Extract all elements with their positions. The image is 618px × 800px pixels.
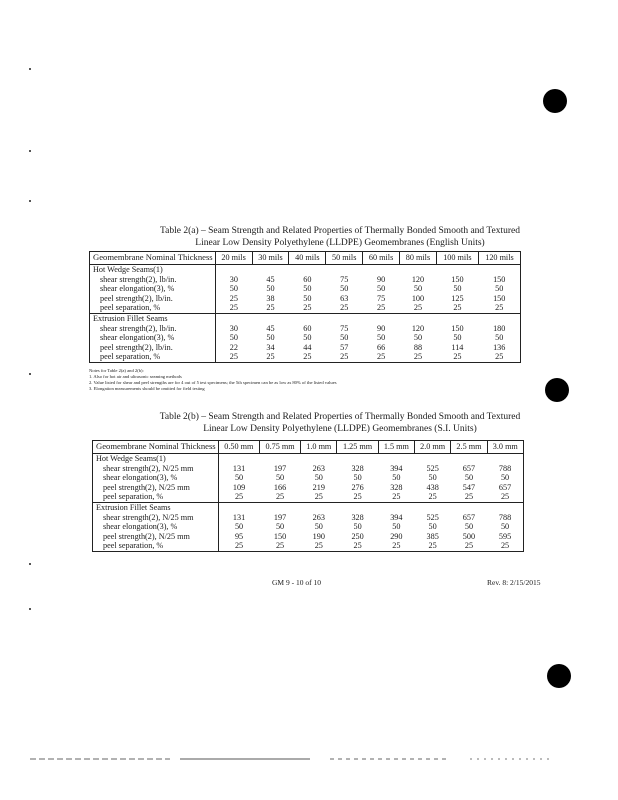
cell: 25 bbox=[289, 352, 326, 362]
cell: 50 bbox=[377, 284, 386, 294]
row-label: peel strength(2), N/25 mm bbox=[93, 483, 219, 493]
cell: 90 bbox=[377, 274, 386, 284]
cell: 131 bbox=[232, 512, 246, 522]
table-a-header-row bbox=[90, 252, 521, 265]
table-row bbox=[93, 522, 524, 532]
cell: 50 bbox=[413, 333, 423, 343]
cell: 50 bbox=[464, 473, 474, 483]
cell: 525 bbox=[426, 512, 439, 522]
cell: 180 bbox=[478, 324, 520, 334]
table-row bbox=[90, 294, 521, 304]
cell: 25 bbox=[487, 541, 523, 551]
table-b-title-line2: Linear Low Density Polyethylene (LLDPE) Geomembranes (S.I. Units) bbox=[203, 424, 477, 434]
cell: 50 bbox=[453, 284, 462, 294]
cell: 131 bbox=[232, 463, 246, 473]
row-label: shear elongation(3), % bbox=[90, 333, 216, 343]
cell: 30 bbox=[229, 274, 238, 284]
cell: 50 bbox=[303, 333, 312, 343]
section-title: Hot Wedge Seams(1) bbox=[90, 265, 216, 275]
table-a-title-line1: Table 2(a) – Seam Strength and Related Properties of Thermally Bonded Smooth and Textured bbox=[159, 226, 521, 236]
cell: 25 bbox=[301, 492, 337, 502]
cell: 25 bbox=[415, 492, 451, 502]
cell: 75 bbox=[340, 274, 349, 284]
table-notes bbox=[89, 368, 337, 392]
cell: 45 bbox=[266, 274, 275, 284]
cell: 50 bbox=[428, 522, 437, 532]
cell: 25 bbox=[478, 352, 520, 362]
page-number: GM 9 - 10 of 10 bbox=[272, 578, 321, 587]
cell: 166 bbox=[273, 482, 287, 492]
header-cell: 100 mils bbox=[436, 252, 478, 265]
cell: 788 bbox=[487, 464, 523, 474]
header-cell: Geomembrane Nominal Thickness bbox=[93, 441, 219, 454]
cell: 25 bbox=[378, 541, 414, 551]
cell: 66 bbox=[377, 342, 386, 352]
table-row bbox=[90, 324, 521, 334]
table-b-caption bbox=[100, 411, 580, 435]
cell: 90 bbox=[377, 323, 386, 333]
cell: 525 bbox=[426, 463, 439, 473]
cell: 500 bbox=[462, 531, 476, 541]
cell: 120 bbox=[411, 323, 425, 333]
cell: 114 bbox=[451, 342, 464, 352]
cell: 25 bbox=[487, 492, 523, 502]
cell: 25 bbox=[337, 541, 378, 551]
cell: 25 bbox=[363, 303, 400, 313]
cell: 290 bbox=[390, 531, 403, 541]
cell: 50 bbox=[314, 473, 323, 483]
row-label: peel strength(2), lb/in. bbox=[90, 294, 216, 304]
margin-speck bbox=[29, 373, 31, 375]
row-label: shear elongation(3), % bbox=[93, 522, 219, 532]
section-row bbox=[93, 502, 524, 512]
cell: 150 bbox=[478, 275, 520, 285]
cell: 50 bbox=[453, 333, 462, 343]
header-cell: 20 mils bbox=[215, 252, 252, 265]
table-row bbox=[93, 473, 524, 483]
cell: 595 bbox=[487, 532, 523, 542]
note-item: 2. Value listed for shear and peel strengths are for 4 out of 5 test specimens; the 5th specimen can be as low as 80% of the listed values bbox=[89, 380, 337, 385]
note-heading: Notes for Table 2(a) and 2(b): bbox=[89, 368, 144, 373]
header-cell: 1.25 mm bbox=[337, 441, 378, 454]
cell: 30 bbox=[229, 323, 238, 333]
cell: 50 bbox=[229, 333, 238, 343]
cell: 25 bbox=[229, 293, 238, 303]
header-cell: 0.75 mm bbox=[259, 441, 300, 454]
cell: 50 bbox=[275, 473, 285, 483]
cell: 50 bbox=[303, 284, 312, 294]
cell: 25 bbox=[378, 492, 414, 502]
cell: 22 bbox=[229, 342, 238, 352]
table-row bbox=[90, 343, 521, 353]
scan-artifact-line bbox=[30, 756, 590, 762]
cell: 25 bbox=[400, 352, 437, 362]
cell: 50 bbox=[464, 522, 474, 532]
cell: 25 bbox=[415, 541, 451, 551]
row-label: shear elongation(3), % bbox=[90, 284, 216, 294]
cell: 197 bbox=[273, 512, 287, 522]
cell: 50 bbox=[353, 522, 362, 532]
row-label: shear elongation(3), % bbox=[93, 473, 219, 483]
cell: 438 bbox=[426, 482, 439, 492]
cell: 50 bbox=[275, 522, 285, 532]
header-cell: 2.5 mm bbox=[451, 441, 487, 454]
cell: 328 bbox=[351, 463, 364, 473]
cell: 50 bbox=[478, 333, 520, 343]
cell: 25 bbox=[436, 303, 478, 313]
table-b-header-row bbox=[93, 441, 524, 454]
cell: 95 bbox=[234, 531, 244, 541]
cell: 150 bbox=[273, 531, 287, 541]
table-row bbox=[93, 492, 524, 502]
cell: 109 bbox=[232, 482, 246, 492]
header-cell: 3.0 mm bbox=[487, 441, 523, 454]
cell: 25 bbox=[218, 541, 259, 551]
table-row bbox=[93, 483, 524, 493]
cell: 25 bbox=[436, 352, 478, 362]
cell: 50 bbox=[428, 473, 437, 483]
cell: 57 bbox=[340, 342, 349, 352]
cell: 75 bbox=[340, 323, 349, 333]
cell: 25 bbox=[259, 541, 300, 551]
table-row bbox=[93, 464, 524, 474]
cell: 25 bbox=[478, 303, 520, 313]
cell: 25 bbox=[337, 492, 378, 502]
header-cell: 50 mils bbox=[326, 252, 363, 265]
note-item: 1. Also for hot air and ultrasonic seaming methods bbox=[89, 374, 182, 379]
cell: 150 bbox=[478, 294, 520, 304]
cell: 50 bbox=[478, 284, 520, 294]
cell: 25 bbox=[252, 303, 289, 313]
cell: 25 bbox=[326, 303, 363, 313]
punch-hole-top bbox=[543, 89, 567, 113]
cell: 657 bbox=[462, 512, 476, 522]
header-cell: Geomembrane Nominal Thickness bbox=[90, 252, 216, 265]
header-cell: 30 mils bbox=[252, 252, 289, 265]
cell: 50 bbox=[487, 522, 523, 532]
section-title: Extrusion Fillet Seams bbox=[93, 502, 219, 512]
section-title: Hot Wedge Seams(1) bbox=[93, 454, 219, 464]
cell: 25 bbox=[252, 352, 289, 362]
row-label: shear strength(2), N/25 mm bbox=[93, 464, 219, 474]
cell: 50 bbox=[392, 473, 401, 483]
row-label: peel separation, % bbox=[93, 541, 219, 551]
cell: 25 bbox=[259, 492, 300, 502]
cell: 25 bbox=[215, 303, 252, 313]
cell: 63 bbox=[340, 293, 349, 303]
table-row bbox=[90, 352, 521, 362]
header-cell: 60 mils bbox=[363, 252, 400, 265]
header-cell: 0.50 mm bbox=[218, 441, 259, 454]
cell: 50 bbox=[413, 284, 423, 294]
cell: 60 bbox=[303, 274, 312, 284]
cell: 50 bbox=[340, 333, 349, 343]
cell: 394 bbox=[390, 463, 403, 473]
cell: 276 bbox=[351, 482, 364, 492]
cell: 50 bbox=[377, 333, 386, 343]
section-row bbox=[93, 454, 524, 464]
table-a-caption bbox=[100, 225, 580, 249]
table-a-title-line2: Linear Low Density Polyethylene (LLDPE) Geomembranes (English Units) bbox=[195, 238, 485, 248]
table-row bbox=[93, 532, 524, 542]
cell: 50 bbox=[314, 522, 323, 532]
margin-speck bbox=[29, 563, 31, 565]
table-a bbox=[89, 251, 521, 363]
header-cell: 120 mils bbox=[478, 252, 520, 265]
table-row bbox=[90, 284, 521, 294]
row-label: shear strength(2), N/25 mm bbox=[93, 513, 219, 523]
header-cell: 80 mils bbox=[400, 252, 437, 265]
cell: 50 bbox=[266, 333, 275, 343]
note-item: 3. Elongation measurements should be omitted for field testing bbox=[89, 386, 205, 391]
cell: 150 bbox=[451, 323, 464, 333]
cell: 38 bbox=[266, 293, 275, 303]
cell: 394 bbox=[390, 512, 403, 522]
row-label: peel separation, % bbox=[90, 352, 216, 362]
table-row bbox=[93, 513, 524, 523]
cell: 50 bbox=[340, 284, 349, 294]
row-label: peel strength(2), lb/in. bbox=[90, 343, 216, 353]
cell: 50 bbox=[353, 473, 362, 483]
section-title: Extrusion Fillet Seams bbox=[90, 313, 216, 323]
row-label: peel separation, % bbox=[93, 492, 219, 502]
row-label: shear strength(2), lb/in. bbox=[90, 324, 216, 334]
cell: 328 bbox=[390, 482, 403, 492]
cell: 250 bbox=[351, 531, 364, 541]
cell: 34 bbox=[266, 342, 275, 352]
cell: 25 bbox=[400, 303, 437, 313]
cell: 136 bbox=[478, 343, 520, 353]
margin-speck bbox=[29, 200, 31, 202]
cell: 100 bbox=[411, 293, 425, 303]
header-cell: 1.5 mm bbox=[378, 441, 414, 454]
cell: 657 bbox=[462, 463, 476, 473]
cell: 547 bbox=[462, 482, 476, 492]
cell: 25 bbox=[218, 492, 259, 502]
cell: 88 bbox=[413, 342, 423, 352]
cell: 25 bbox=[451, 492, 487, 502]
cell: 50 bbox=[234, 522, 244, 532]
cell: 50 bbox=[303, 293, 312, 303]
revision-date: Rev. 8: 2/15/2015 bbox=[487, 578, 541, 587]
header-cell: 40 mils bbox=[289, 252, 326, 265]
table-row bbox=[90, 275, 521, 285]
header-cell: 2.0 mm bbox=[415, 441, 451, 454]
margin-speck bbox=[29, 68, 31, 70]
table-b-title-line1: Table 2(b) – Seam Strength and Related Properties of Thermally Bonded Smooth and Textured bbox=[159, 412, 521, 422]
section-row bbox=[90, 265, 521, 275]
cell: 25 bbox=[215, 352, 252, 362]
punch-hole-middle bbox=[545, 378, 569, 402]
row-label: peel separation, % bbox=[90, 303, 216, 313]
cell: 219 bbox=[312, 482, 325, 492]
table-row bbox=[90, 303, 521, 313]
cell: 190 bbox=[312, 531, 325, 541]
cell: 197 bbox=[273, 463, 287, 473]
cell: 50 bbox=[234, 473, 244, 483]
punch-hole-bottom bbox=[547, 664, 571, 688]
table-b bbox=[92, 440, 524, 552]
cell: 150 bbox=[451, 274, 464, 284]
cell: 25 bbox=[326, 352, 363, 362]
row-label: peel strength(2), N/25 mm bbox=[93, 532, 219, 542]
cell: 25 bbox=[363, 352, 400, 362]
header-cell: 1.0 mm bbox=[301, 441, 337, 454]
cell: 25 bbox=[451, 541, 487, 551]
cell: 25 bbox=[289, 303, 326, 313]
table-row bbox=[93, 541, 524, 551]
row-label: shear strength(2), lb/in. bbox=[90, 275, 216, 285]
cell: 328 bbox=[351, 512, 364, 522]
margin-speck bbox=[29, 150, 31, 152]
margin-speck bbox=[29, 608, 31, 610]
table-row bbox=[90, 333, 521, 343]
cell: 25 bbox=[301, 541, 337, 551]
cell: 657 bbox=[487, 483, 523, 493]
cell: 75 bbox=[377, 293, 386, 303]
cell: 45 bbox=[266, 323, 275, 333]
cell: 788 bbox=[487, 513, 523, 523]
cell: 50 bbox=[392, 522, 401, 532]
cell: 385 bbox=[426, 531, 439, 541]
cell: 50 bbox=[229, 284, 238, 294]
cell: 263 bbox=[312, 512, 325, 522]
cell: 120 bbox=[411, 274, 425, 284]
cell: 263 bbox=[312, 463, 325, 473]
section-row bbox=[90, 313, 521, 323]
cell: 125 bbox=[451, 293, 464, 303]
cell: 50 bbox=[266, 284, 275, 294]
cell: 44 bbox=[303, 342, 312, 352]
cell: 60 bbox=[303, 323, 312, 333]
cell: 50 bbox=[487, 473, 523, 483]
